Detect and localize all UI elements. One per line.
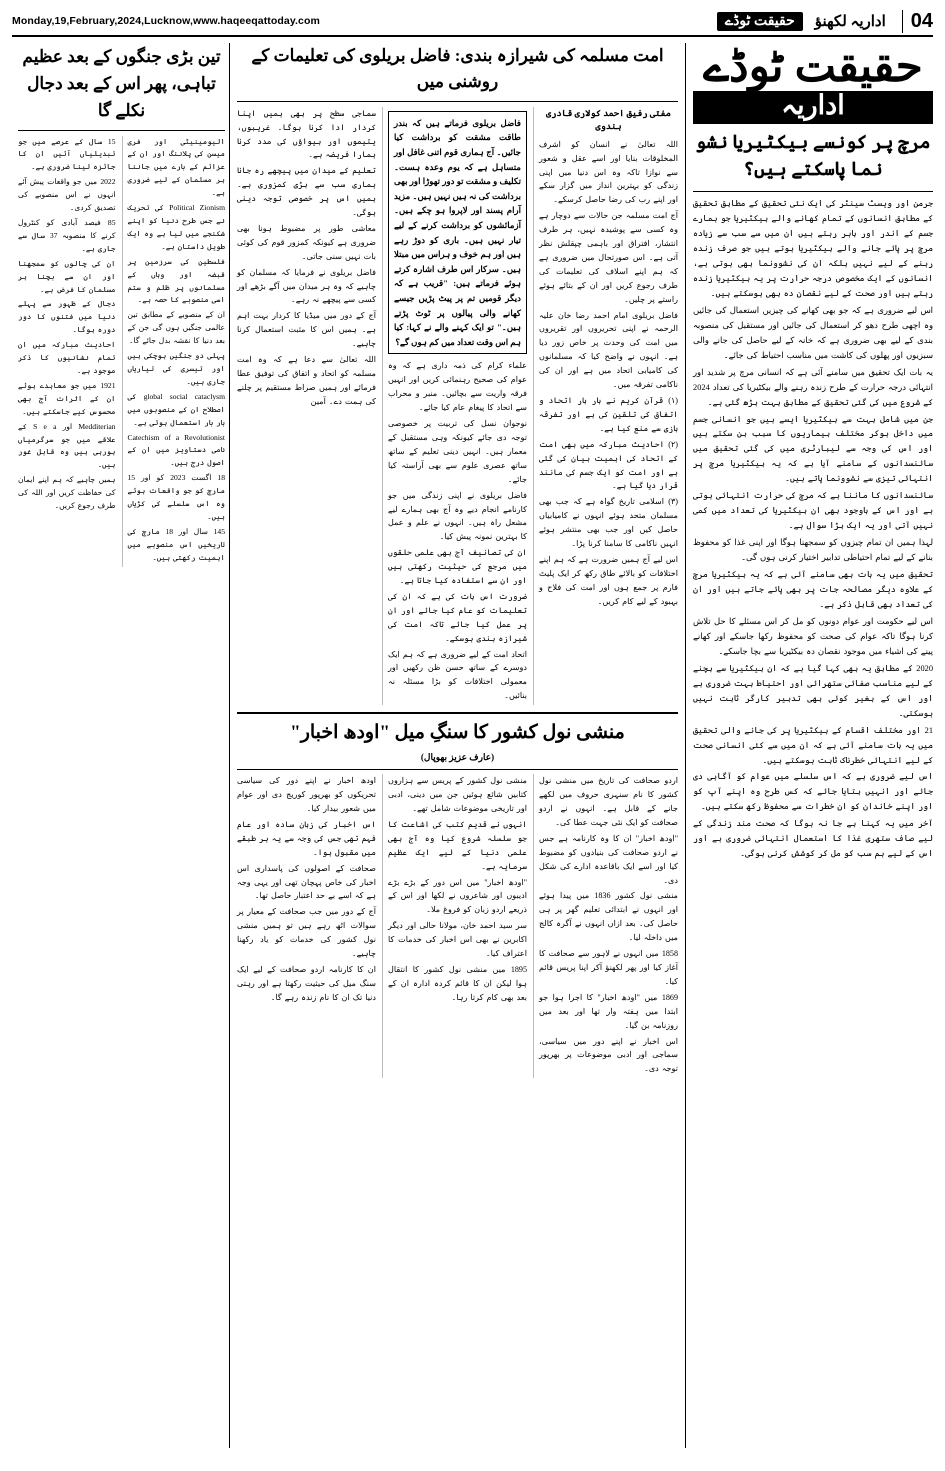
paragraph: منشی نول کشور 1836 میں پیدا ہوئے اور انہوں نے ابتدائی تعلیم گھر پر ہی حاصل کی۔ بعد ازاں انہوں نے آگرہ کالج میں داخلہ لیا۔ (539, 891, 679, 943)
article-left-columns (18, 136, 225, 567)
paragraph: (۱) قرآن کریم نے بار بار اتحاد و اتفاق کی تلقین کی ہے اور تفرقہ بازی سے منع کیا ہے۔ (539, 396, 678, 433)
paragraph: 15 سال کے عرصے میں جو تبدیلیاں آئیں ان کا جائزہ لینا ضروری ہے۔ (18, 136, 116, 172)
article-second-col-3 (237, 774, 376, 1078)
masthead-brand-group (717, 10, 933, 33)
paragraph: صحافت کے اصولوں کی پاسداری اس اخبار کی خاص پہچان تھی اور یہی وجہ ہے کہ اسے بے حد اعتبار حاصل تھا۔ (237, 863, 376, 901)
paragraph: "اودھ اخبار" ان کا وہ کارنامہ ہے جس نے اردو صحافت کی بنیادوں کو مضبوط کیا اور اسے ایک باقاعدہ ادارے کی شکل دی۔ (539, 833, 678, 885)
paragraph: 1869 میں "اودھ اخبار" کا اجرا ہوا جو ابتدا میں ہفتہ وار تھا اور بعد میں روزنامہ بن گیا۔ (539, 992, 678, 1030)
paragraph: اودھ اخبار نے اپنے دور کی سیاسی تحریکوں کو بھرپور کوریج دی اور عوام میں شعور بیدار کیا۔ (237, 776, 376, 813)
paragraph: ضرورت اس بات کی ہے کہ ان کی تعلیمات کو عام کیا جائے اور ان پر عمل کیا جائے تاکہ امت کی شیرازہ بندی ہوسکے۔ (388, 591, 527, 643)
article-divider (237, 712, 678, 714)
article-second-text (539, 774, 678, 1076)
paragraph: ان کی تصانیف آج بھی علمی حلقوں میں مرجع کی حیثیت رکھتی ہیں اور ان سے استفادہ کیا جاتا ہے۔ (388, 548, 527, 586)
paragraph: فاضل بریلوی نے اپنی زندگی میں جو کارنامے انجام دیے وہ آج بھی ہمارے لیے مشعل راہ ہیں۔ انہوں نے علم و عمل کا بہترین نمونہ پیش کیا۔ (388, 490, 527, 542)
paragraph: ان کی چالوں کو سمجھنا اور ان سے بچنا ہر مسلمان کا فرض ہے۔ (18, 258, 116, 294)
editorial-paragraph: جن میں شامل بہت سے بیکٹیریا ایسے ہیں جو انسانی جسم میں داخل ہوکر مختلف بیماریوں کا سبب بن سکتے ہیں اور اس کی وجہ سے لیبارٹری میں کی گئی تحقیق میں سائنسدانوں کے سامنے آیا ہے کہ یہ بیکٹیریا مرچ پر انتہائی تیزی سے نشوونما پاتے ہیں۔ (693, 414, 933, 484)
paragraph: 2022 میں جو واقعات پیش آئے انہوں نے اس منصوبے کی تصدیق کردی۔ (18, 177, 116, 213)
paragraph: فلسطین کی سرزمین پر قبضہ اور وہاں کے مسلمانوں پر ظلم و ستم اسی منصوبے کا حصہ ہے۔ (127, 256, 225, 305)
article-second-col-2 (382, 774, 527, 1078)
paragraph: علماء کرام کی ذمہ داری ہے کہ وہ عوام کی صحیح رہنمائی کریں اور انہیں فرقہ واریت سے بچائیں۔ منبر و محراب سے اتحاد کا پیغام عام کیا جائے۔ (388, 361, 527, 413)
editorial-badge: اداریہ (693, 91, 933, 124)
article-second-text (237, 774, 376, 1005)
article-second-divider (237, 769, 678, 770)
paragraph: ان کے منصوبے کے مطابق تین عالمی جنگیں ہوں گی جن کے بعد دنیا کا نقشہ بدل جائے گا۔ (127, 310, 225, 346)
paragraph: احادیث مبارکہ میں ان تمام نشانیوں کا ذکر موجود ہے۔ (18, 340, 116, 375)
section-title: اداریہ لکھنؤ (814, 13, 886, 30)
paragraph: تعلیم کے میدان میں پیچھے رہ جانا ہماری سب سے بڑی کمزوری ہے۔ ہمیں اس پر خصوصی توجہ دینی ہوگی۔ (237, 166, 376, 218)
page-body (12, 43, 933, 1448)
paragraph: Political Zionism کی تحریک نے جس طرح دنیا کو اپنے شکنجے میں لیا ہے وہ ایک طویل داستان ہے۔ (127, 203, 225, 251)
paragraph: 1921 میں جو معاہدے ہوئے ان کے اثرات آج بھی محسوس کیے جاسکتے ہیں۔ (18, 380, 116, 416)
paragraph: فاضل بریلوی امام احمد رضا خان علیہ الرحمہ نے اپنی تحریروں اور تقریروں میں امت کی وحدت پر خاص زور دیا ہے۔ انہوں نے واضح کیا کہ مسلمانوں کی کامیابی اتحاد میں ہے اور ان کی ناکامی تفرقہ میں۔ (539, 310, 678, 390)
article-main-text (388, 359, 527, 703)
paragraph: ہمیں چاہیے کہ ہم اپنے ایمان کی حفاظت کریں اور اللہ کی طرف رجوع کریں۔ (18, 475, 116, 511)
article-main-text (539, 138, 678, 609)
paragraph: ان کا کارنامہ اردو صحافت کے لیے ایک سنگ میل کی حیثیت رکھتا ہے اور رہتی دنیا تک ان کا نام زندہ رہے گا۔ (237, 964, 376, 1002)
masthead (12, 10, 933, 37)
paragraph: اتحاد امت کے لیے ضروری ہے کہ ہم ایک دوسرے کے ساتھ حسن ظن رکھیں اور معمولی اختلافات کو بڑا مسئلہ نہ بنائیں۔ (388, 649, 527, 701)
article-second-headline: منشی نول کشور کا سنگِ میل "اودھ اخبار" (290, 722, 625, 744)
middle-column (230, 43, 685, 1448)
paragraph: الیومینیٹی اور فری میسن کی پلاننگ اور ان کے عزائم کے بارے میں جاننا ہر مسلمان کے لیے ضروری ہے۔ (127, 136, 225, 198)
left-column (18, 43, 230, 1448)
paragraph: اردو صحافت کی تاریخ میں منشی نول کشور کا نام سنہری حروف میں لکھے جانے کے قابل ہے۔ انہوں نے اردو صحافت کو ایک نئی جہت عطا کی۔ (539, 776, 678, 827)
article-second-col-1 (533, 774, 678, 1078)
article-main-text (237, 107, 376, 409)
article-left-col-1 (122, 136, 226, 567)
editorial-paragraph: اس لیے ضروری ہے کہ جو بھی کھانے کی چیزیں استعمال کی جائیں وہ اچھی طرح دھو کر استعمال کی جائیں اور مستقبل کی منصوبہ بندی کے لیے بھی ضروری ہے کہ خانہ کے لیے حاصل کی جانے والی سبزیوں اور پھلوں کی کاشت میں مناسب احتیاط کی جائے۔ (693, 305, 933, 360)
paragraph: سر سید احمد خان، مولانا حالی اور دیگر اکابرین نے بھی اس اخبار کی خدمات کا اعتراف کیا۔ (388, 921, 527, 959)
paragraph: آج کے دور میں میڈیا کا کردار بہت اہم ہے۔ ہمیں اس کا مثبت استعمال کرنا چاہیے۔ (237, 311, 376, 349)
paragraph: 1895 میں منشی نول کشور کا انتقال ہوا لیکن ان کا قائم کردہ ادارہ ان کے بعد بھی کام کرتا رہا۔ (388, 964, 527, 1002)
paragraph: 85 فیصد آبادی کو کنٹرول کرنے کا منصوبہ 37 سال سے جاری ہے۔ (18, 218, 116, 253)
article-main-columns (237, 107, 678, 706)
paragraph: Catechism of a Revolutionist نامی دستاویز میں ان کے اصول درج ہیں۔ (127, 432, 225, 468)
paragraph: اللہ تعالیٰ سے دعا ہے کہ وہ امت مسلمہ کو اتحاد و اتفاق کی توفیق عطا فرمائے اور ہمیں صراط مستقیم پر چلنے کی ہمت دے۔ آمین (237, 355, 376, 406)
paragraph: اللہ تعالیٰ نے انسان کو اشرف المخلوقات بنایا اور اسے عقل و شعور سے نوازا تاکہ وہ اس دنیا میں اپنی زندگی کو بہترین انداز میں گزار سکے اور اپنے رب کی رضا حاصل کرسکے۔ (539, 139, 678, 205)
paragraph: 145 سال اور 18 مارچ کی تاریخیں اس منصوبے میں اہمیت رکھتی ہیں۔ (127, 526, 225, 562)
paragraph: Medditerian اور S e a کے علاقے میں جو سرگرمیاں ہورہی ہیں وہ قابل غور ہیں۔ (18, 421, 116, 470)
paragraph: سماجی سطح پر بھی ہمیں اپنا کردار ادا کرنا ہوگا۔ غریبوں، یتیموں اور بیواؤں کی مدد کرنا ہمارا فریضہ ہے۔ (237, 108, 376, 160)
paragraph: دجال کے ظہور سے پہلے دنیا میں فتنوں کا دور دورہ ہوگا۔ (18, 299, 116, 335)
article-main-headline: امت مسلمہ کی شیرازہ بندی: فاضل بریلوی کی تعلیمات کے روشنی میں (237, 43, 678, 102)
paragraph: (۳) اسلامی تاریخ گواہ ہے کہ جب بھی مسلمان متحد ہوئے انہوں نے کامیابیاں حاصل کیں اور جب بھی منتشر ہوئے انہیں ناکامی کا سامنا کرنا پڑا۔ (539, 497, 678, 549)
editorial-paragraph: یہ بات ایک تحقیق میں سامنے آئی ہے کہ انسانی مرچ پر شدید اور انتہائی درجہ حرارت کے طرح زندہ رہنے والے بیکٹیریا کی تعداد 2024 کے شروع میں کی گئی تحقیق کے مطابق بہت بڑھ گئی ہے۔ (693, 367, 933, 407)
paragraph: انہوں نے قدیم کتب کی اشاعت کا جو سلسلہ شروع کیا وہ آج بھی علمی دنیا کے لیے ایک عظیم سرمایہ ہے۔ (388, 819, 527, 871)
article-left-text (128, 136, 226, 565)
article-left-text (18, 136, 116, 513)
paragraph: "اودھ اخبار" میں اس دور کے بڑے بڑے ادیبوں اور شاعروں نے لکھا اور اس کے ذریعے اردو زبان کو فروغ ملا۔ (388, 877, 527, 915)
article-main-pullquote: فاضل بریلوی فرماتے ہیں کہ بندر طاقت مشقت کو برداشت کیا جائیں۔ آج ہماری قوم اتنی غافل اور متساہل ہے کہ یوم وعدہ ہست۔ تکلیف و مشقت تو دور تھوڑا اور بھی برداشت کی نہ ہیں نہیں ہیں۔ مزید آرام پسند اور لاپروا ہو چکے ہیں۔ آزمائشوں کو برداشت کرنے کے لیے تیار نہیں ہیں۔ باری کو دوڑ رہے ہیں اور ہم خوف و ہراس میں مبتلا ہیں۔ سرکار اس طرف اشارہ کرتے ہوئے فرماتے ہیں: "قریب ہے کہ دیگر قومیں تم پر پیٹ پڑیں جیسے کھانے والی پیالوں پر ٹوٹ پڑتے ہیں۔" تو ایک کہنے والے نے کہا: کیا ہم اس وقت تعداد میں کم ہوں گے؟ (388, 111, 527, 355)
paragraph: 18 اگست 2023 کو اور 15 مارچ کو جو واقعات ہوئے وہ اس سلسلے کی کڑیاں ہیں۔ (127, 473, 225, 521)
paragraph: نوجوان نسل کی تربیت پر خصوصی توجہ دی جائے کیونکہ وہی مستقبل کے معمار ہیں۔ انہیں دینی تعلیم کے ساتھ ساتھ عصری علوم سے بھی آراستہ کیا جائے۔ (388, 419, 527, 484)
article-second-byline: (عارف عزیز بھوپال) (420, 751, 495, 762)
paragraph: آج امت مسلمہ جن حالات سے دوچار ہے وہ کسی سے پوشیدہ نہیں، ہر طرف انتشار، افتراق اور باہمی چپقلش نظر آتی ہے۔ اس صورتحال میں ضروری ہے کہ ہم اپنے اسلاف کی تعلیمات کی طرف رجوع کریں اور ان کے بتائے ہوئے راستے پر چلیں۔ (539, 211, 678, 304)
paragraph: 1858 میں انہوں نے لاہور سے صحافت کا آغاز کیا اور پھر لکھنؤ آکر اپنا پریس قائم کیا۔ (539, 949, 678, 986)
editorial-paragraph: لہذا ہمیں ان تمام چیزوں کو سمجھنا ہوگا اور اپنی غذا کو محفوظ بنانے کے لیے تمام احتیاطی تدابیر اختیار کرنی ہوں گی۔ (693, 538, 933, 563)
editorial-paragraph: تحقیق میں یہ بات بھی سامنے آئی ہے کہ یہ بیکٹیریا مرچ کے علاوہ دیگر مصالحہ جات پر بھی پائے جاتے ہیں اور ان کی تعداد بھی قابل ذکر ہے۔ (693, 570, 933, 609)
editorial-paragraph: سائنسدانوں کا ماننا ہے کہ مرچ کی حرارت انتہائی ہوتی ہے اور اس کے باوجود بھی ان بیکٹیریا کی تعداد میں کمی نہیں آتی اور یہ ایک بڑا سوال ہے۔ (693, 491, 933, 531)
paragraph: پہلی دو جنگیں ہوچکی ہیں اور تیسری کی تیاریاں جاری ہیں۔ (127, 351, 225, 386)
editorial-paragraph: جرمن اور ویسٹ سینٹر کی ایک نئی تحقیق کے مطابق تحقیق کے مطابق انسانوں کے تمام کھانے والے بیکٹیریا جو ہمارے جسم کے اندر اور باہر رہتے ہیں ان میں سے سب سے زیادہ مرچ پر پائے جانے والے بیکٹیریا ہوتے ہیں جو صرف زندہ رہنے کے لیے نہیں بلکہ ان کی نشوونما بھی ہوتی ہے، انسانوں کے ایک مخصوص درجہ حرارت پر یہ بیکٹیریا زندہ رہتے ہیں اور صحت کے لیے نقصان دہ بھی ہوسکتے ہیں۔ (693, 199, 933, 298)
article-main-byline: مفتی رفیق احمد کولاری قادری ہندوی (545, 107, 671, 132)
editorial-paragraph: اس لیے حکومت اور عوام دونوں کو مل کر اس مسئلے کا حل تلاش کرنا ہوگا تاکہ عوام کی صحت کو محفوظ رکھا جاسکے اور کھانے پینے کی اشیاء میں موجود نقصان دہ بیکٹیریا سے بچا جاسکے۔ (693, 616, 933, 656)
paragraph: فاضل بریلوی نے فرمایا کہ مسلمان کو چاہیے کہ وہ ہر میدان میں آگے بڑھے اور کسی سے پیچھے نہ رہے۔ (237, 267, 376, 305)
article-left-col-2 (18, 136, 116, 567)
editorial-paragraph: 21 اور مختلف اقسام کے بیکٹیریا پر کی جانے والی تحقیق میں یہ بات سامنے آئی ہے کہ ان میں سے کئی انسانی صحت کے لیے انتہائی خطرناک ثابت ہوسکتے ہیں۔ (693, 725, 933, 765)
editorial-paragraph: آخر میں یہ کہنا بے جا نہ ہوگا کہ صحت مند زندگی کے لیے صاف ستھری غذا کا استعمال انتہائی ضروری ہے اور اس کے لیے ہم سب کو مل کر کوشش کرنی ہوگی۔ (693, 819, 933, 859)
editorial-paragraph: اس لیے ضروری ہے کہ اس سلسلے میں عوام کو آگاہی دی جائے اور انہیں بتایا جائے کہ کس طرح وہ اپنے آپ کو اور اپنے خاندان کو ان خطرات سے محفوظ رکھ سکتے ہیں۔ (693, 772, 933, 812)
paragraph: اس اخبار نے اپنے دور میں سیاسی، سماجی اور ادبی موضوعات پر بھرپور توجہ دی۔ (539, 1036, 678, 1074)
paragraph: global social cataclysm کی اصطلاح ان کے منصوبوں میں بار بار استعمال ہوئی ہے۔ (127, 391, 225, 427)
article-second-columns (237, 774, 678, 1078)
article-main-col-1 (533, 107, 678, 706)
paragraph: (۲) احادیث مبارکہ میں بھی امت کے اتحاد کی اہمیت بیان کی گئی ہے اور امت کو ایک جسم کی مانند قرار دیا گیا ہے۔ (539, 439, 678, 491)
paragraph: اس اخبار کی زبان سادہ اور عام فہم تھی جس کی وجہ سے یہ ہر طبقے میں مقبول ہوا۔ (237, 819, 376, 857)
page-number: 04 (902, 10, 933, 33)
article-main-col-3 (237, 107, 376, 706)
paragraph: معاشی طور پر مضبوط ہونا بھی ضروری ہے کیونکہ کمزور قوم کی کوئی بات نہیں سنی جاتی۔ (237, 223, 376, 261)
publication-logo: حقیقت ٹوڈے (717, 12, 803, 31)
paragraph: آج کے دور میں جب صحافت کے معیار پر سوالات اٹھ رہے ہیں تو ہمیں منشی نول کشور کی خدمات کو یاد رکھنا چاہیے۔ (237, 907, 376, 959)
paragraph: اس لیے آج ہمیں ضرورت ہے کہ ہم اپنے اختلافات کو بالائے طاق رکھ کر ایک پلیٹ فارم پر جمع ہوں اور امت کی فلاح و بہبود کے لیے کام کریں۔ (539, 554, 678, 606)
masthead-dateline: Monday,19,February,2024,Lucknow,www.haqeeqattoday.com (12, 15, 320, 27)
article-second-text (388, 774, 527, 1005)
editorial-title: حقیقت ٹوڈے (703, 42, 923, 91)
article-left-headline: تین بڑی جنگوں کے بعد عظیم تباہی، پھر اس کے بعد دجال نکلے گا (18, 43, 225, 131)
editorial-body (693, 197, 933, 862)
paragraph: منشی نول کشور کے پریس سے ہزاروں کتابیں شائع ہوئیں جن میں دینی، ادبی اور تاریخی موضوعات شامل تھے۔ (388, 776, 527, 813)
editorial-column (685, 43, 933, 1448)
editorial-headline: مرچ پر کونسے بیکٹیریا نشو نما پاسکتے ہیں؟ (693, 130, 933, 193)
editorial-paragraph: 2020 کے مطابق یہ بھی کہا گیا ہے کہ ان بیکٹیریا سے بچنے کے لیے مناسب صفائی ستھرائی اور احتیاط بہت ضروری ہے اور اس کے بغیر کوئی بھی تدبیر کارگر ثابت نہیں ہوسکتی۔ (693, 663, 933, 718)
article-main-col-2 (382, 107, 527, 706)
